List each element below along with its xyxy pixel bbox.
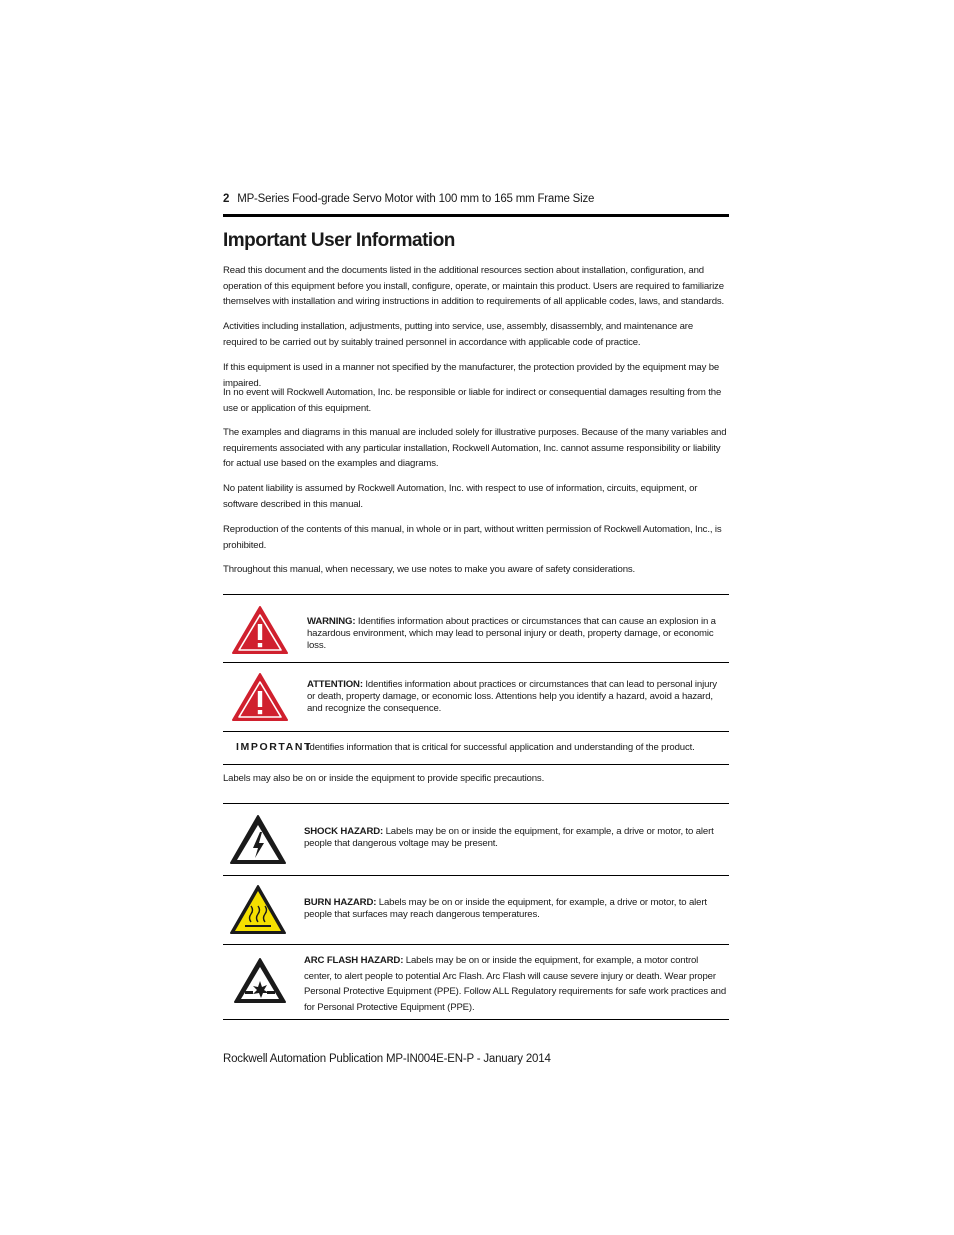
shock-hazard-text: Labels may be on or inside the equipment, for example, a drive or motor, to alert people that dangerous voltage may be present. — [304, 826, 714, 850]
important-note — [223, 731, 729, 765]
burn-hazard-note — [223, 875, 729, 945]
paragraph-read-document: Read this document and the documents listed in the additional resources section about installation, configuration, and operation of this equipment before you install, configure, operate, or maintain this product. Users are required to familiarize themselves with installation and wiring instructions in addition to requirements of all applicable codes, laws, and standards. — [223, 265, 725, 308]
labels-intro: Labels may also be on or inside the equipment to provide specific precautions. — [223, 773, 545, 784]
burn-hazard-icon — [229, 884, 287, 936]
running-header — [223, 193, 729, 205]
exclamation-triangle-icon — [231, 672, 289, 722]
burn-hazard-text: Labels may be on or inside the equipment, for example, a drive or motor, to alert people that surfaces may reach dangerous temperatures. — [304, 897, 707, 921]
running-title: MP-Series Food-grade Servo Motor with 100 mm to 165 mm Frame Size — [237, 193, 595, 205]
page-number: 2 — [223, 193, 230, 205]
exclamation-triangle-icon — [231, 605, 289, 655]
important-label: IMPORTANT — [236, 741, 313, 753]
paragraph-patent: No patent liability is assumed by Rockwell Automation, Inc. with respect to use of information, circuits, equipment, or software described in this manual. — [223, 483, 698, 510]
shock-hazard-label: SHOCK HAZARD: — [304, 826, 384, 837]
warning-label: WARNING: — [307, 616, 356, 627]
warning-text: Identifies information about practices or circumstances that can cause an explosion in a hazardous environment, which may lead to personal injury or death, property damage, or economic loss. — [307, 616, 716, 652]
shock-hazard-icon — [229, 814, 287, 866]
publication-footer: Rockwell Automation Publication MP-IN004E-EN-P - January 2014 — [223, 1053, 551, 1065]
attention-note — [223, 662, 729, 732]
shock-hazard-note — [223, 803, 729, 876]
important-text: Identifies information that is critical for successful application and understanding of the product. — [307, 742, 695, 753]
paragraph-reproduction: Reproduction of the contents of this manual, in whole or in part, without written permission of Rockwell Automation, Inc., is prohibited. — [223, 524, 722, 551]
paragraph-activities: Activities including installation, adjustments, putting into service, use, assembly, disassembly, and maintenance are required to be carried out by suitably trained personnel in accordance with applicable code of practice. — [223, 321, 694, 348]
arc-flash-hazard-label: ARC FLASH HAZARD: — [304, 955, 404, 966]
paragraph-examples: The examples and diagrams in this manual are included solely for illustrative purposes. Because of the many variables and requirements associated with any particular installation, Rockwell Automation, Inc. cannot assume responsibility or liability for actual use based on the examples and diagrams. — [223, 427, 727, 470]
arc-flash-hazard-note — [223, 944, 729, 1020]
page-title: Important User Information — [223, 230, 455, 251]
attention-label: ATTENTION: — [307, 679, 363, 690]
attention-text: Identifies information about practices or circumstances that can lead to personal injury or death, property damage, or economic loss. Attentions help you identify a hazard, avoid a hazard, and recognize the consequence. — [307, 679, 717, 715]
warning-note — [223, 594, 729, 663]
paragraph-manner: If this equipment is used in a manner not specified by the manufacturer, the protection provided by the equipment may be impaired. — [223, 362, 720, 389]
header-rule — [223, 214, 729, 217]
burn-hazard-label: BURN HAZARD: — [304, 897, 377, 908]
paragraph-notes-intro: Throughout this manual, when necessary, we use notes to make you aware of safety considerations. — [223, 564, 636, 575]
paragraph-liability: In no event will Rockwell Automation, Inc. be responsible or liable for indirect or consequential damages resulting from the use or application of this equipment. — [223, 387, 722, 414]
arc-flash-hazard-icon — [233, 957, 287, 1005]
arc-flash-hazard-text: Labels may be on or inside the equipment, for example, a motor control center, to alert people to potential Arc Flash. Arc Flash will cause severe injury or death. Wear proper Personal Protective Equipment (PPE). Follow ALL Regulatory requirements for safe work practices and for Personal Protective Equipment (PPE). — [304, 955, 727, 1013]
